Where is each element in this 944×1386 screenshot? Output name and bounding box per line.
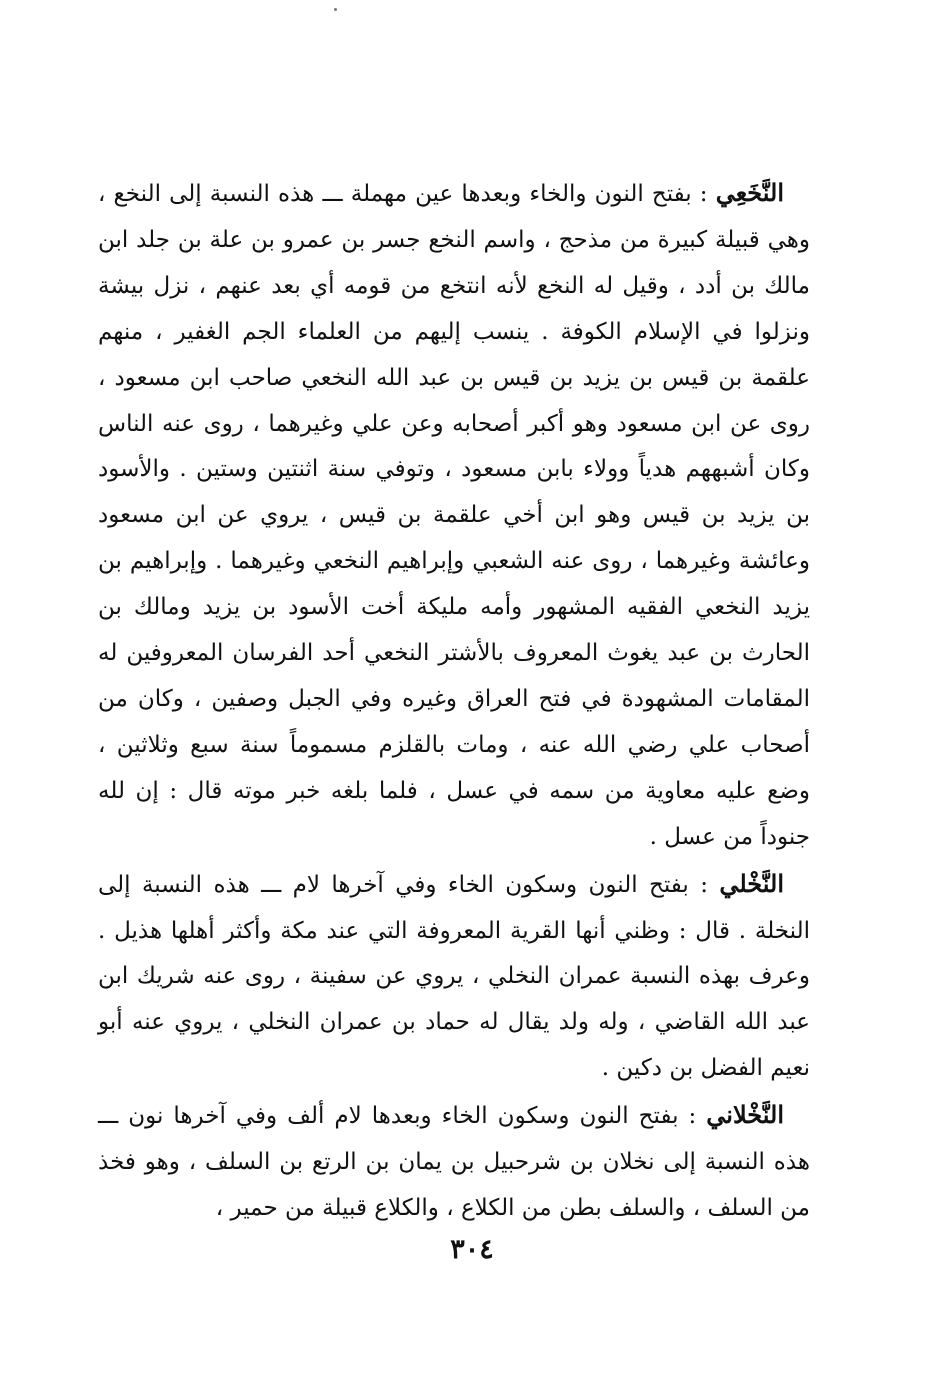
entry-text-nakhli: : بفتح النون وسكون الخاء وفي آخرها لام ـــ هذه النسبة إلى النخلة . قال : وظني أنها القرية المعروفة التي عند مكة وأكثر أهلها هذيل . وعرف بهذه النسبة عمران النخلي ، يروي عن سفينة ، روى عنه شريك ابن عبد الله القاضي ، وله ولد يقال له حماد بن عمران النخلي ، يروي عنه أبو نعيم الفضل بن دكين . [98, 871, 810, 1082]
page-number: ٣٠٤ [450, 1234, 494, 1265]
headword-nakhli: النَّخْلي [719, 868, 784, 898]
main-text [98, 170, 810, 1232]
entry-text-nakhai: : بفتح النون والخاء وبعدها عين مهملة ـــ هذه النسبة إلى النخع ، وهي قبيلة كبيرة من مذحج ، واسم النخع جسر بن عمرو بن علة بن جلد ابن مالك بن أدد ، وقيل له النخع لأنه انتخع من قومه أي بعد عنهم ، نزل بيشة ونزلوا في الإسلام الكوفة . ينسب إليهم من العلماء الجم الغفير ، منهم علقمة بن قيس بن يزيد بن قيس بن عبد الله النخعي صاحب ابن مسعود ، روى عن ابن مسعود وهو أكبر أصحابه وعن علي وغيرهما ، روى عنه الناس وكان أشبههم هدياً وولاء بابن مسعود ، وتوفي سنة اثنتين وستين . والأسود بن يزيد بن قيس وهو ابن أخي علقمة بن قيس ، يروي عن ابن مسعود وعائشة وغيرهما ، روى عنه الشعبي وإبراهيم النخعي وغيرهما . وإبراهيم بن يزيد النخعي الفقيه المشهور وأمه مليكة أخت الأسود بن يزيد ومالك بن الحارث بن عبد يغوث المعروف بالأشتر النخعي أحد الفرسان المعروفين له المقامات المشهودة في فتح العراق وغيره وفي الجبل وصفين ، وكان من أصحاب علي رضي الله عنه ، ومات بالقلزم مسموماً سنة سبع وثلاثين ، وضع عليه معاوية من سمه في عسل ، فلما بلغه خبر موته قال : إن لله جنوداً من عسل . [98, 181, 810, 850]
entry-nakhlani [98, 1092, 810, 1232]
entry-text-nakhlani: : بفتح النون وسكون الخاء وبعدها لام ألف وفي آخرها نون ـــ هذه النسبة إلى نخلان بن شرحبيل بن يمان بن الرتع بن السلف ، وهو فخذ من السلف ، والسلف بطن من الكلاع ، والكلاع قبيلة من حمير ، [98, 1103, 810, 1221]
entry-nakhli [98, 861, 810, 1093]
headword-nakhai: النَّخَعِي [715, 178, 784, 207]
scan-speck [334, 8, 337, 11]
entry-nakhai [98, 170, 810, 861]
headword-nakhlani: النَّخْلاني [706, 1100, 784, 1130]
